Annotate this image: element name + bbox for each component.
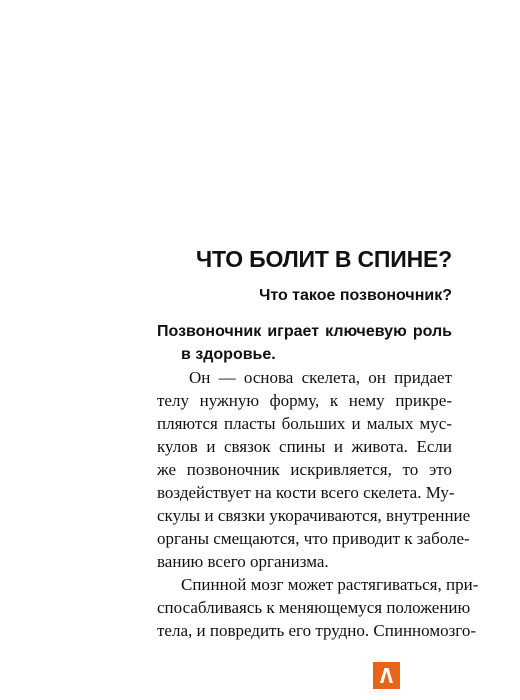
section-title: Что такое позвоночник? [259, 287, 452, 304]
lead-line: в здоровье. [181, 346, 276, 363]
paragraph-line: воздействует на кости всего скелета. Му- [157, 483, 455, 502]
publisher-logo-icon [373, 662, 400, 689]
paragraph-line: телу нужную форму, к нему прикре- [157, 391, 452, 410]
paragraph-line: скулы и связки укорачиваются, внутренние [157, 506, 471, 525]
paragraph-line: же позвоночник искривляется, то это [157, 460, 452, 479]
chapter-title: ЧТО БОЛИТ В СПИНЕ? [196, 246, 452, 272]
publisher-logo-glyph [373, 662, 400, 689]
paragraph-line: ванию всего организма. [157, 552, 329, 571]
body-text [157, 320, 479, 642]
paragraph-line: тела, и повредить его трудно. Спинномозго- [157, 621, 476, 640]
paragraph-line: Спинной мозг может растягиваться, при- [181, 575, 479, 594]
paragraph-line: пляются пласты больших и малых мус- [157, 414, 452, 433]
paragraph-line: Он — основа скелета, он придает [189, 368, 452, 387]
lead-line: Позвоночник играет ключевую роль [157, 323, 452, 340]
paragraph-line: спосабливаясь к меняющемуся положению [157, 598, 471, 617]
paragraph-line: органы смещаются, что приводит к заболе- [157, 529, 470, 548]
paragraph-line: кулов и связок спины и живота. Если [157, 437, 452, 456]
